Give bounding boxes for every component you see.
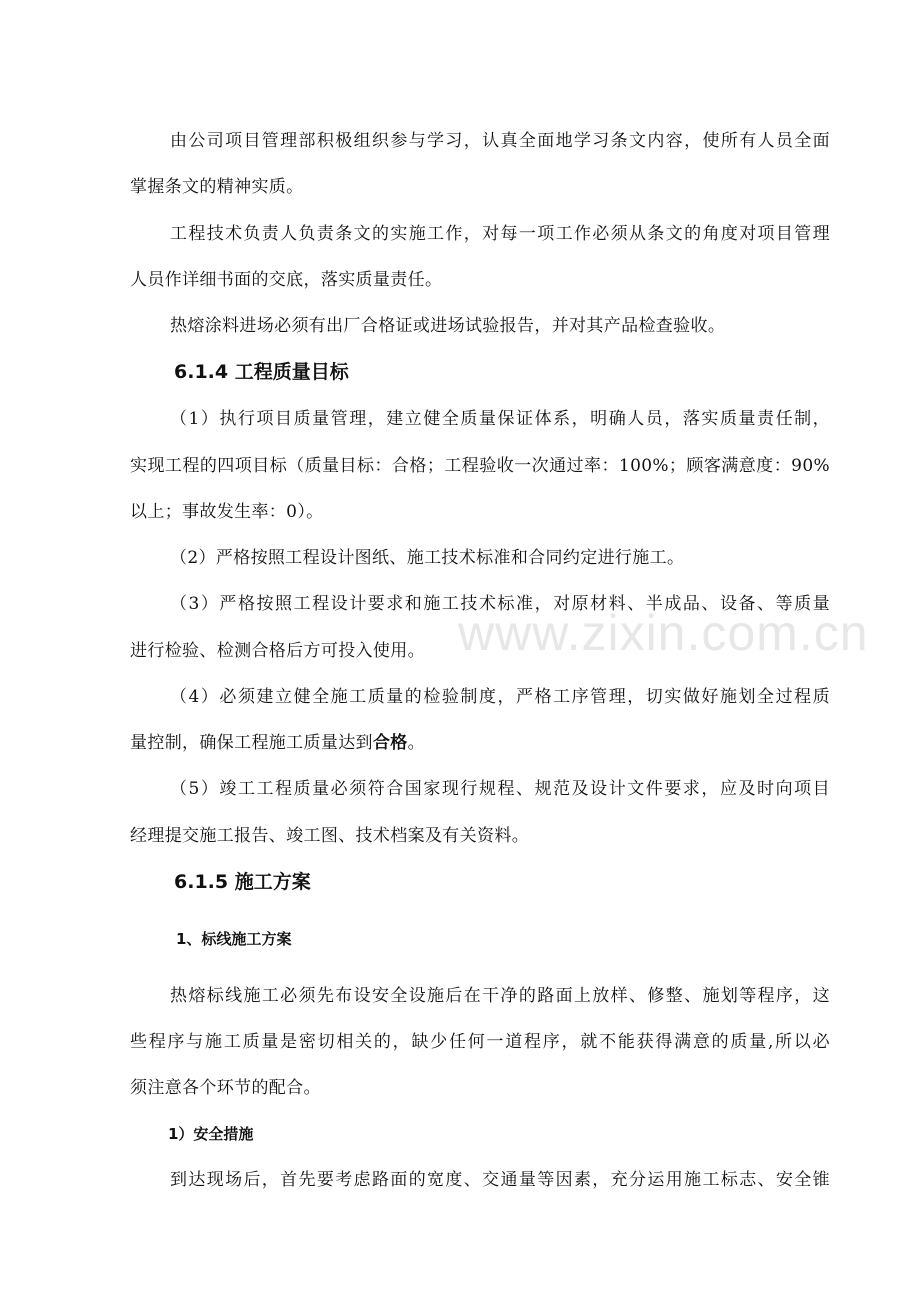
item-4-emphasis: 合格: [372, 733, 408, 753]
item-1-line-2: 实现工程的四项目标（质量目标：合格；工程验收一次通过率：100%；顾客满意度：90%: [130, 456, 830, 476]
paragraph-1-line-2: 掌握条文的精神实质。: [130, 177, 304, 197]
watermark: www.zixin.com.cn: [458, 605, 869, 661]
section-heading-6-1-4: 6.1.4 工程质量目标: [174, 361, 349, 383]
item-4-line-2-end: 。: [407, 733, 425, 753]
paragraph-2-line-1: 工程技术负责人负责条文的实施工作，对每一项工作必须从条文的角度对项目管理: [170, 224, 830, 244]
item-3-line-1: （3）严格按照工程设计要求和施工技术标准，对原材料、半成品、设备、等质量: [170, 594, 830, 614]
item-5-line-2: 经理提交施工报告、竣工图、技术档案及有关资料。: [130, 826, 530, 846]
item-4-line-1: （4）必须建立健全施工质量的检验制度，严格工序管理，切实做好施划全过程质: [170, 687, 830, 707]
paragraph-3-line-1: 热熔涂料进场必须有出厂合格证或进场试验报告，并对其产品检查验收。: [170, 316, 726, 336]
item-5-line-1: （5）竣工工程质量必须符合国家现行规程、规范及设计文件要求，应及时向项目: [170, 779, 830, 799]
subsection-heading-marking: 1、标线施工方案: [176, 930, 292, 948]
marking-para-line-2: 些程序与施工质量是密切相关的，缺少任何一道程序，就不能获得满意的质量,所以必: [130, 1032, 830, 1052]
item-1-line-3: 以上；事故发生率：0）。: [130, 502, 324, 522]
safety-para-line-1: 到达现场后，首先要考虑路面的宽度、交通量等因素，充分运用施工标志、安全锥: [170, 1170, 830, 1190]
section-heading-6-1-5: 6.1.5 施工方案: [174, 871, 311, 893]
marking-para-line-3: 须注意各个环节的配合。: [130, 1078, 321, 1098]
item-4-line-2: [130, 732, 830, 754]
paragraph-1-line-1: 由公司项目管理部积极组织参与学习，认真全面地学习条文内容，使所有人员全面: [170, 131, 830, 151]
item-3-line-2: 进行检验、检测合格后方可投入使用。: [130, 641, 425, 661]
paragraph-2-line-2: 人员作详细书面的交底，落实质量责任。: [130, 270, 443, 290]
item-1-line-1: （1）执行项目质量管理，建立健全质量保证体系，明确人员，落实质量责任制，: [170, 409, 830, 429]
item-4-line-2-text: 量控制，确保工程施工质量达到: [130, 733, 373, 753]
safety-measures-heading: 1）安全措施: [168, 1125, 254, 1143]
marking-para-line-1: 热熔标线施工必须先布设安全设施后在干净的路面上放样、修整、施划等程序，这: [170, 986, 830, 1006]
item-2-line-1: （2）严格按照工程设计图纸、施工技术标准和合同约定进行施工。: [170, 548, 685, 568]
